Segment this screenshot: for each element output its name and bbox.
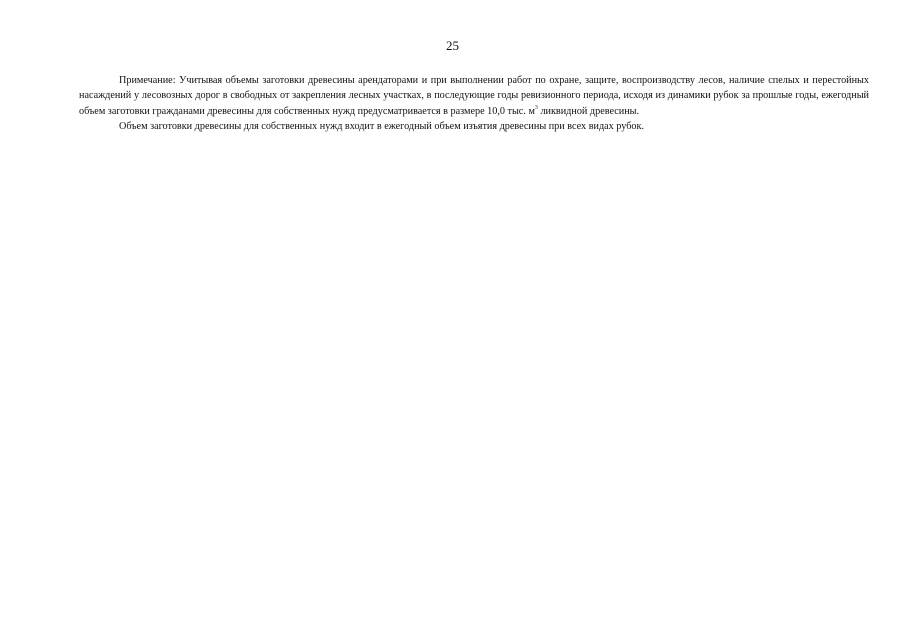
volume-unit bbox=[528, 106, 537, 117]
note-tail: ликвидной древесины. bbox=[540, 105, 640, 117]
document-body bbox=[79, 73, 869, 135]
unit-superscript: 3 bbox=[534, 104, 538, 111]
note-text: Примечание: Учитывая объемы заготовки древесины арендаторами и при выполнении работ по охране, защите, воспроизводству лесов, наличие спелых и перестойных насаждений у лесовозных дорог в свободных от закрепления лесных участках, в последующие годы ревизионного периода, исходя из динамики рубок за прошлые годы, ежегодный объем заготовки гражданами древесины для собственных нужд предусматривается в размере 10,0 тыс. bbox=[79, 75, 869, 117]
page-number: 25 bbox=[446, 38, 459, 53]
harvest-volume-paragraph: Объем заготовки древесины для собственных нужд входит в ежегодный объем изъятия древесины при всех видах рубок. bbox=[119, 121, 644, 133]
note-paragraph bbox=[79, 73, 869, 119]
unit-label: м bbox=[528, 105, 535, 117]
